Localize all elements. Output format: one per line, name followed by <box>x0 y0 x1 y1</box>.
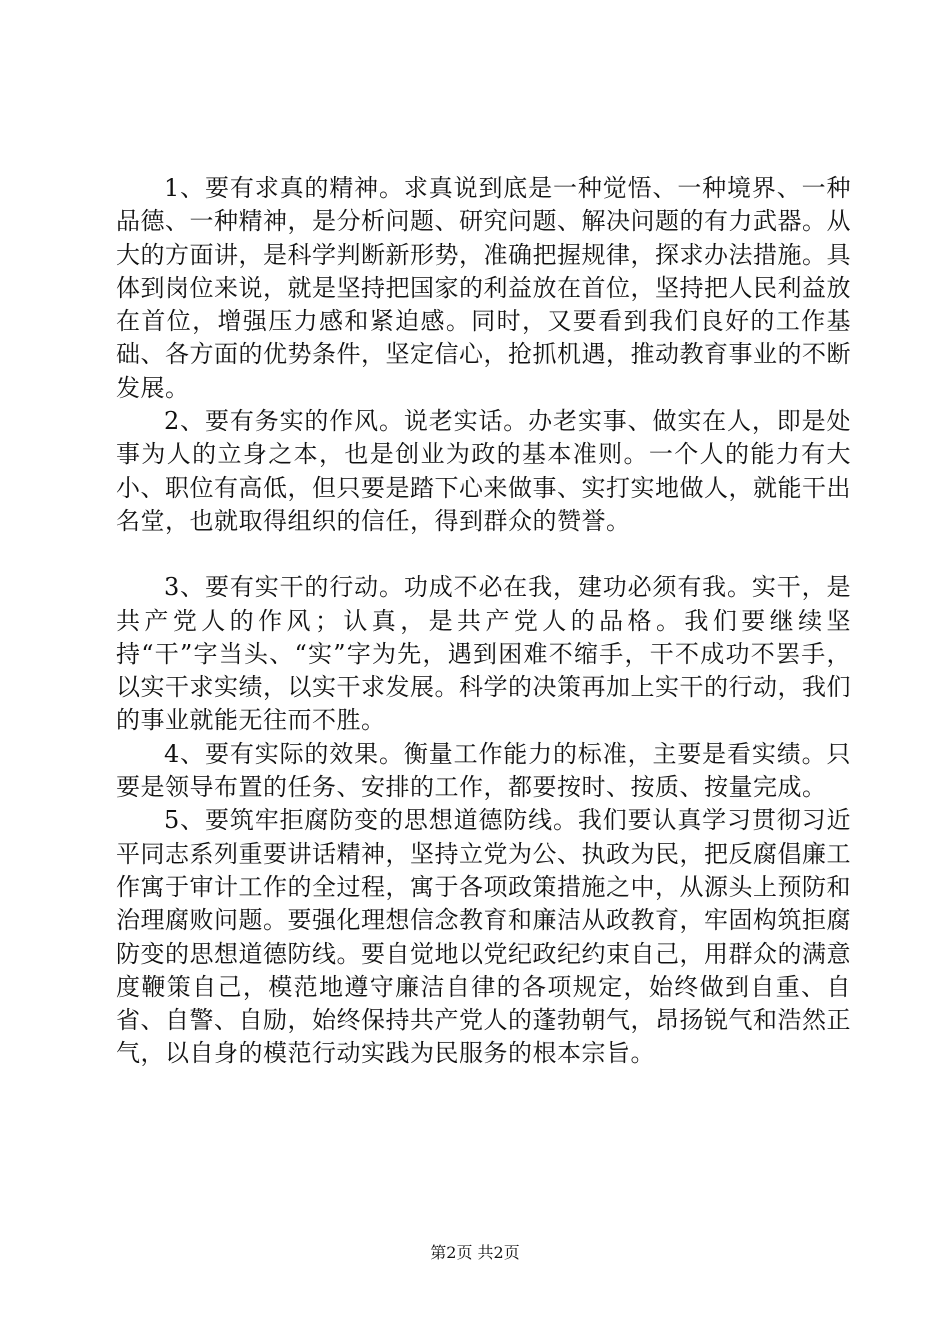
paragraph-3: 3、要有实干的行动。功成不必在我，建功必须有我。实干，是共产党人的作风；认真，是共产党人的品格。我们要继续坚持“干”字当头、“实”字为先，遇到困难不缩手，干不成功不罢手，以实干求实绩，以实干求发展。科学的决策再加上实干的行动，我们的事业就能无往而不胜。 <box>116 573 851 735</box>
paragraph-1: 1、要有求真的精神。求真说到底是一种觉悟、一种境界、一种品德、一种精神，是分析问题、研究问题、解决问题的有力武器。从大的方面讲，是科学判断新形势，准确把握规律，探求办法措施。具体到岗位来说，就是坚持把国家的利益放在首位，坚持把人民利益放在首位，增强压力感和紧迫感。同时，又要看到我们良好的工作基础、各方面的优势条件，坚定信心，抢抓机遇，推动教育事业的不断发展。 <box>116 174 851 402</box>
paragraph-4: 4、要有实际的效果。衡量工作能力的标准，主要是看实绩。只要是领导布置的任务、安排的工作，都要按时、按质、按量完成。 <box>116 739 851 802</box>
paragraph-2: 2、要有务实的作风。说老实话。办老实事、做实在人，即是处事为人的立身之本，也是创业为政的基本准则。一个人的能力有大小、职位有高低，但只要是踏下心来做事、实打实地做人，就能干出名堂，也就取得组织的信任，得到群众的赞誉。 <box>116 407 851 535</box>
page-footer: 第2页 共2页 <box>430 1243 520 1262</box>
document-body <box>116 172 851 1071</box>
paragraph-5: 5、要筑牢拒腐防变的思想道德防线。我们要认真学习贯彻习近平同志系列重要讲话精神，坚持立党为公、执政为民，把反腐倡廉工作寓于审计工作的全过程，寓于各项政策措施之中，从源头上预防和治理腐败问题。要强化理想信念教育和廉洁从政教育，牢固构筑拒腐防变的思想道德防线。要自觉地以党纪政纪约束自己，用群众的满意度鞭策自己，模范地遵守廉洁自律的各项规定，始终做到自重、自省、自警、自励，始终保持共产党人的蓬勃朝气，昂扬锐气和浩然正气，以自身的模范行动实践为民服务的根本宗旨。 <box>116 806 851 1068</box>
